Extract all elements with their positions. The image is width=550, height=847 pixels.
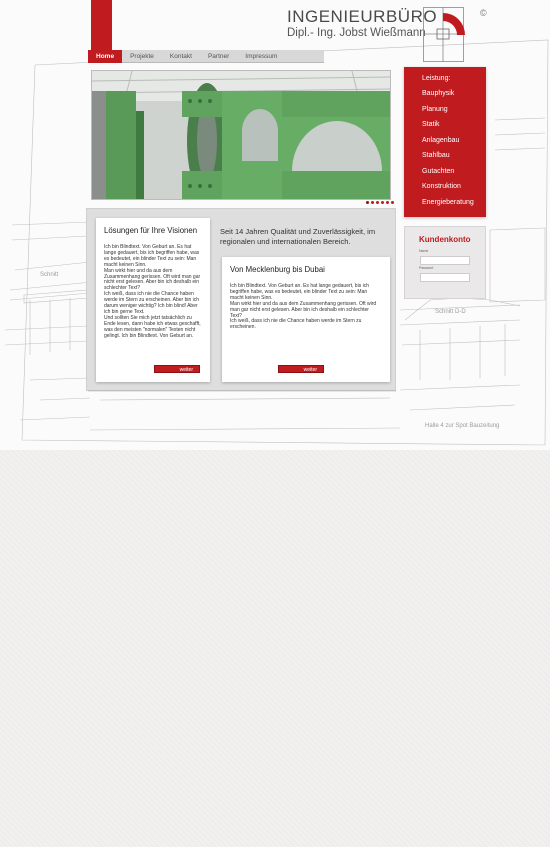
blueprint-label-note: Halle 4 zur Spot Bauzeitung bbox=[425, 423, 500, 429]
card-mecklenburg-weiter-button[interactable]: weiter bbox=[278, 365, 324, 373]
card-visionen-text: Ich bin Blindtext. Von Geburt an. Es hat lange gedauert, bis ich begriffen habe, was es bedeutet, ein blinder Text zu sein: Man macht keinen Sinn. Man wirkt hier und da aus dem Zusammenhang gerissen. Oft wird man gar nicht erst gelesen. Aber bin ich deshalb ein schlechter Text? Ich weiß, dass ich nie die Chance haben werde im Stern zu erscheinen. Aber bin ich darum weniger wichtig? Ich bin blind! Aber ich bin gerne Text. Und sollten Sie mich jetzt tatsächlich zu Ende lesen, dann habe ich etwas geschafft, was den meisten "normalen" Texten nicht gelingt. Ich bin Blindtext. Von Geburt an. bbox=[104, 244, 201, 339]
nav-projekte[interactable]: Projekte bbox=[130, 52, 154, 60]
hero-steel-structure-image bbox=[92, 71, 391, 200]
name-input[interactable] bbox=[420, 256, 470, 265]
slider-dot-1[interactable] bbox=[366, 201, 369, 204]
hero-image bbox=[91, 70, 391, 200]
leistung-energieberatung[interactable]: Energieberatung bbox=[422, 198, 474, 206]
nav-impressum[interactable]: Impressum bbox=[245, 52, 278, 60]
password-input[interactable] bbox=[420, 273, 470, 282]
card-visionen bbox=[96, 218, 210, 382]
nav-home[interactable]: Home bbox=[88, 50, 122, 63]
slider-dot-5[interactable] bbox=[386, 201, 389, 204]
slider-dots bbox=[366, 201, 394, 204]
brand-title: INGENIEURBÜRO bbox=[287, 7, 438, 26]
leistung-planung[interactable]: Planung bbox=[422, 105, 448, 113]
leistung-statik[interactable]: Statik bbox=[422, 121, 440, 128]
blueprint-label-schnitt-right: Schnitt D-D bbox=[435, 309, 466, 315]
card-mecklenburg-title: Von Mecklenburg bis Dubai bbox=[230, 265, 325, 274]
blueprint-label-schnitt-left: Schnitt bbox=[40, 272, 59, 278]
slider-dot-3[interactable] bbox=[376, 201, 379, 204]
leistung-konstruktion[interactable]: Konstruktion bbox=[422, 183, 461, 190]
slider-dot-2[interactable] bbox=[371, 201, 374, 204]
password-label: Passwort bbox=[419, 266, 434, 270]
nav-kontakt[interactable]: Kontakt bbox=[169, 52, 192, 60]
leistung-stahlbau[interactable]: Stahlbau bbox=[422, 152, 450, 159]
nav-partner[interactable]: Partner bbox=[207, 52, 230, 60]
name-label: Name bbox=[419, 249, 429, 253]
kundenkonto-panel bbox=[404, 226, 486, 299]
card-mecklenburg bbox=[222, 257, 390, 382]
slogan: Seit 14 Jahren Qualität und Zuverlässigkeit, im regionalen und internationalen Bereich. bbox=[220, 227, 376, 246]
leistung-heading: Leistung: bbox=[422, 75, 451, 82]
leistung-bauphysik[interactable]: Bauphysik bbox=[422, 90, 455, 97]
top-accent-bar bbox=[91, 0, 112, 50]
brand bbox=[287, 8, 437, 40]
card-mecklenburg-text: Ich bin Blindtext. Von Geburt an. Es hat lange gedauert, bis ich begriffen habe, was es bedeutet, ein blinder Text zu sein: Man macht keinen Sinn. Man wirkt hier und da aus dem Zusammenhang gerissen. Oft wird man gar nicht erst gelesen. Aber bin ich deshalb ein schlechter Text? Ich weiß, dass ich nie die Chance haben werde im Stern zu erscheinen. bbox=[230, 283, 377, 331]
company-logo bbox=[423, 7, 477, 63]
slider-dot-4[interactable] bbox=[381, 201, 384, 204]
kundenkonto-title: Kundenkonto bbox=[419, 235, 471, 244]
leistung-anlagenbau[interactable]: Anlagenbau bbox=[422, 136, 460, 144]
leistung-gutachten[interactable]: Gutachten bbox=[422, 167, 455, 175]
slider-dot-6[interactable] bbox=[391, 201, 394, 204]
content-shadow bbox=[88, 390, 396, 392]
main-nav bbox=[88, 50, 324, 63]
leistung-menu bbox=[404, 67, 486, 217]
card-visionen-title: Lösungen für Ihre Visionen bbox=[104, 226, 198, 235]
card-visionen-weiter-button[interactable]: weiter bbox=[154, 365, 200, 373]
brand-subtitle: Dipl.- Ing. Jobst Wießmann bbox=[287, 27, 426, 39]
copyright-mark: © bbox=[480, 8, 487, 18]
